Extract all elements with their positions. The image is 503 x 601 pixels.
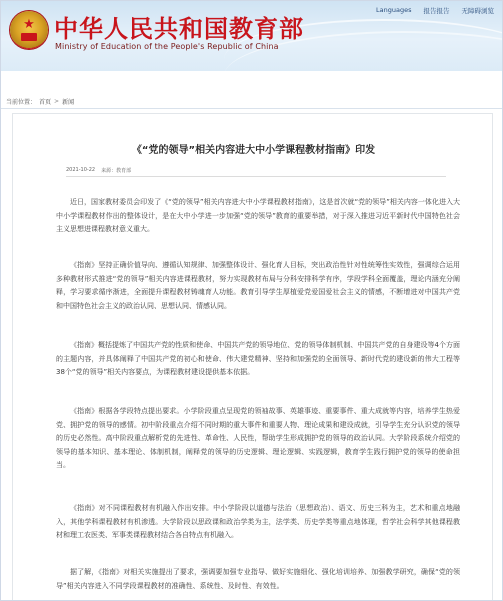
breadcrumb-separator: >	[54, 98, 60, 105]
languages-link[interactable]: Languages	[376, 6, 412, 14]
article-panel	[12, 113, 493, 601]
accessibility-link[interactable]: 无障碍浏览	[461, 7, 494, 15]
breadcrumb-divider	[1, 108, 503, 109]
article-paragraph: 近日，国家教材委员会印发了《“党的领导”相关内容进大中小学课程教材指南》，这是首次就“党的领导”相关内容一体化进入大中小学课程教材作出的整体设计，是在大中小学进一步加强“党的领导”教育的重要举措，对于深入推进习近平新时代中国特色社会主义思想进课程教材意义重大。	[56, 198, 460, 233]
site-title[interactable]: 中华人民共和国教育部	[54, 14, 304, 43]
article-source: 来源：教育部	[101, 168, 132, 174]
article-date: 2021-10-22	[66, 167, 96, 173]
breadcrumb-prefix: 当前位置：	[6, 99, 37, 106]
article-meta	[66, 167, 131, 174]
article-paragraph: 《指南》概括提炼了中国共产党的性质和使命、中国共产党的领导地位、党的领导体制机制、中国共产党的自身建设等4个方面的主题内容，并具体阐释了中国共产党的初心和使命、伟大建党精神、坚持和加强党的全面领导、新时代党的建设新的伟大工程等38个“党的领导”相关内容要点，为课程教材建设提供基本依据。	[56, 341, 460, 376]
article-paragraph: 《指南》对不同课程教材有机融入作出安排。中小学阶段以道德与法治（思想政治）、语文、历史三科为主，艺术和重点地融入，其他学科课程教材有机渗透。大学阶段以思政课和政治学类为主，法学类、历史学类等重点地体现，哲学社会科学其他课程教材和理工农医类、军事类课程教材结合各自特点有机融入。	[56, 504, 460, 539]
national-emblem-icon[interactable]: ★	[10, 11, 48, 49]
report-link[interactable]: 报告报告	[423, 7, 450, 15]
top-links	[376, 6, 494, 15]
breadcrumb-news[interactable]: 新闻	[62, 99, 75, 106]
meta-divider	[66, 176, 446, 177]
article-paragraph: 《指南》根据各学段特点提出要求。小学阶段重点呈现党的领袖故事、英雄事迹、重要事件、重大成就等内容，培养学生热爱党、拥护党的领导的感情。初中阶段重点介绍不同时期的重大事件和重要人物、理论成果和建设成就，引导学生充分认识党的领导的历史必然性。高中阶段重点解析党的先进性、革命性、人民性，帮助学生形成拥护党的领导的政治认同。大学阶段系统介绍党的领导的基本知识、基本理论、体制机制，阐释党的领导的历史逻辑、理论逻辑、实践逻辑，教育学生践行拥护党的领导的使命担当。	[56, 407, 460, 469]
article-paragraph: 据了解，《指南》对相关实施提出了要求，强调要加强专业指导、做好实施细化、强化培训培养、加强教学研究，确保“党的领导”相关内容进入不同学段课程教材的准确性、系统性、及时性、有效性。	[56, 568, 460, 590]
site-header	[1, 1, 503, 71]
site-subtitle: Ministry of Education of the People's Republic of China	[55, 42, 279, 51]
article-paragraph: 《指南》坚持正确价值导向、遵循认知规律、加强整体设计、强化育人目标，突出政治性针对性统筹性实效性，强调综合运用多种教材形式推进“党的领导”相关内容进课程教材，努力实现教材布局与分科安排科学有序，学段学科全面覆盖，理论内涵充分阐释，学习要求循序渐进，全面提升课程教材铸魂育人功能。教育引导学生厚植爱党爱国爱社会主义的情感，不断增进对中国共产党和中国特色社会主义的政治认同、思想认同、情感认同。	[56, 261, 460, 310]
breadcrumb	[6, 97, 74, 106]
breadcrumb-home[interactable]: 首页	[39, 99, 52, 106]
article-title: 《“党的领导”相关内容进大中小学课程教材指南》印发	[131, 145, 376, 156]
